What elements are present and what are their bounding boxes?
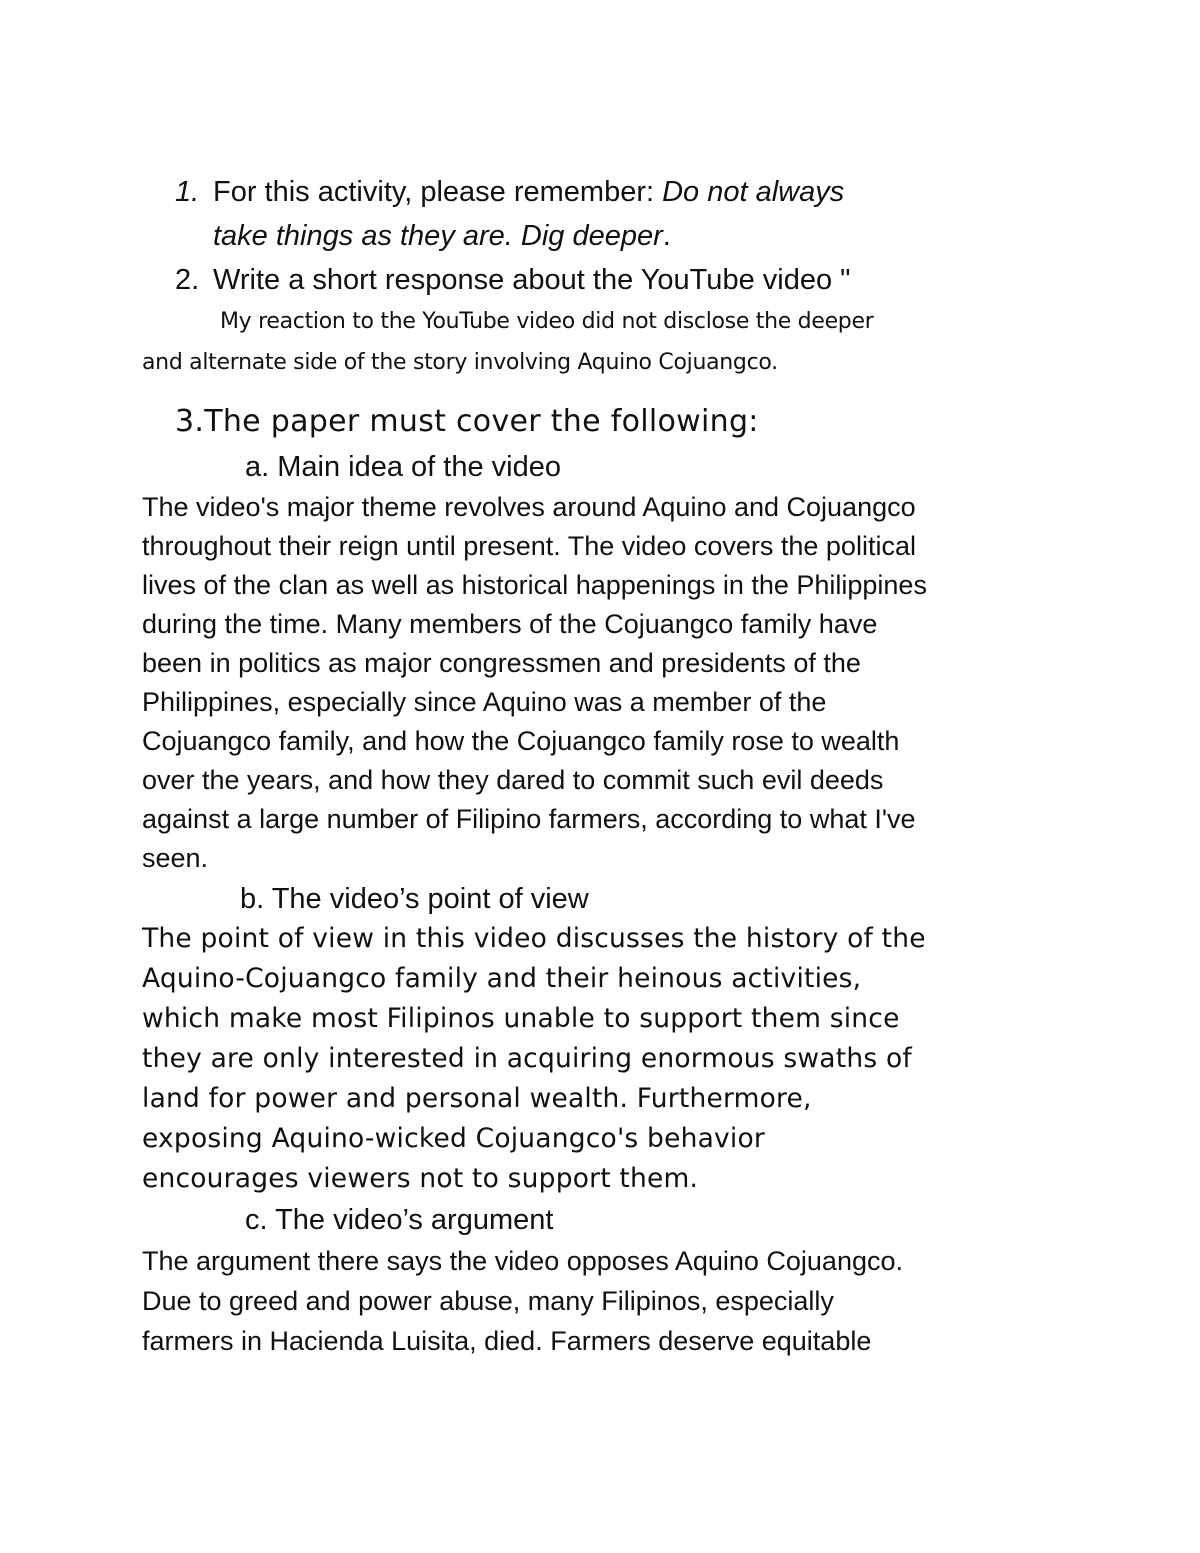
- section-a-line: against a large number of Filipino farmers, according to what I've: [142, 804, 916, 834]
- section-b-line: Aquino-Cojuangco family and their heinous activities,: [142, 963, 862, 994]
- section-a-heading: a. Main idea of the video: [245, 451, 561, 483]
- section-a-line: been in politics as major congressmen and presidents of the: [142, 648, 861, 678]
- section-c-line: farmers in Hacienda Luisita, died. Farmers deserve equitable: [142, 1326, 872, 1356]
- list-item-1-italic-text: Do not always: [662, 176, 845, 208]
- section-b-line: they are only interested in acquiring enormous swaths of: [142, 1043, 912, 1074]
- section-a-line: throughout their reign until present. The video covers the political: [142, 531, 916, 561]
- section-a-line: lives of the clan as well as historical happenings in the Philippines: [142, 570, 927, 600]
- list-item-1-plain-text: For this activity, please remember:: [213, 176, 663, 208]
- section-a-line: during the time. Many members of the Cojuangco family have: [142, 609, 878, 639]
- section-b-line: encourages viewers not to support them.: [142, 1163, 699, 1194]
- section-b-line: exposing Aquino-wicked Cojuangco's behavior: [142, 1123, 765, 1154]
- section-a-line: The video's major theme revolves around Aquino and Cojuangco: [142, 492, 916, 522]
- section-c-line: Due to greed and power abuse, many Filipinos, especially: [142, 1286, 834, 1316]
- reaction-line-1: My reaction to the YouTube video did not disclose the deeper: [220, 309, 874, 334]
- section-b-line: which make most Filipinos unable to support them since: [142, 1003, 900, 1034]
- list-item-1-italic-text-2: take things as they are. Dig deeper: [213, 220, 663, 252]
- section-c-heading: c. The video’s argument: [245, 1204, 554, 1236]
- reaction-line-2: and alternate side of the story involving Aquino Cojuangco.: [142, 350, 778, 375]
- section-a-line: Cojuangco family, and how the Cojuangco family rose to wealth: [142, 726, 900, 756]
- list-item-1-line-2: [213, 219, 671, 253]
- section-a-line: over the years, and how they dared to commit such evil deeds: [142, 765, 884, 795]
- list-number-2: 2.: [175, 264, 200, 296]
- item-3-heading: 3.The paper must cover the following:: [175, 404, 759, 439]
- section-a-line: Philippines, especially since Aquino was a member of the: [142, 687, 827, 717]
- section-b-heading: b. The video’s point of view: [240, 883, 589, 915]
- list-item-1-end: .: [662, 220, 671, 252]
- section-c-line: The argument there says the video opposes Aquino Cojuangco.: [142, 1246, 903, 1276]
- section-b-line: The point of view in this video discusses the history of the: [142, 923, 926, 954]
- list-item-2-text: Write a short response about the YouTube video ": [213, 264, 851, 296]
- list-item-1-line-1: [213, 175, 844, 209]
- list-number-1: 1.: [175, 176, 200, 208]
- section-b-line: land for power and personal wealth. Furthermore,: [142, 1083, 812, 1114]
- section-a-line: seen.: [142, 843, 209, 873]
